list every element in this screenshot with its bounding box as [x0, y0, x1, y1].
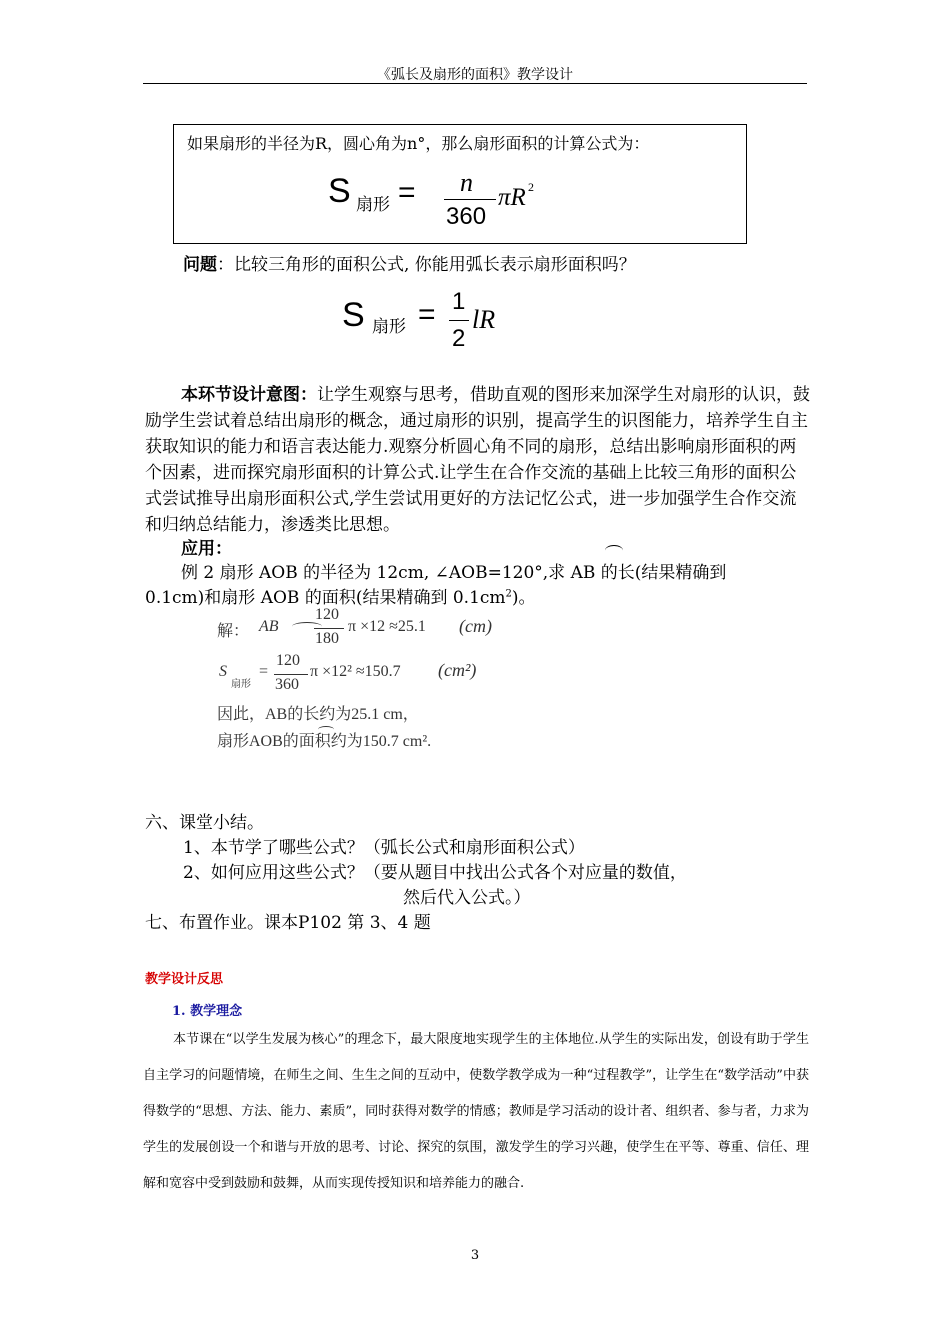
- example-line-2a: 0.1cm)和扇形 AOB 的面积(结果精确到 0.1cm: [145, 588, 506, 608]
- solution-num-2: 120: [276, 652, 300, 669]
- page-number: 3: [470, 1248, 480, 1263]
- formula-numerator: n: [460, 168, 473, 197]
- solution-label: 解：: [217, 623, 250, 640]
- formula-box-intro: 如果扇形的半径为R，圆心角为n°，那么扇形面积的计算公式为：: [187, 134, 650, 153]
- example-line-2-sup: 2: [505, 588, 512, 600]
- summary-item-1: 1、本节学了哪些公式？（弧长公式和扇形面积公式）: [183, 838, 585, 858]
- formula2-fraction-line: [449, 320, 469, 321]
- formula-superscript: 2: [528, 180, 534, 194]
- solution-den-2: 360: [275, 676, 299, 693]
- formula-denominator: 360: [446, 203, 487, 230]
- solution-line-3: 因此，AB的长约为25.1 cm，: [217, 706, 419, 723]
- solution-arc-2: [318, 726, 334, 733]
- formula2-s: S: [342, 296, 365, 334]
- example-line-2b: )。: [511, 588, 536, 608]
- summary-item-2-cont: 然后代入公式。）: [403, 888, 531, 908]
- formula-fraction-line: [444, 199, 496, 200]
- header-rule: [143, 83, 807, 84]
- summary-title: 六、课堂小结。: [145, 813, 264, 833]
- formula-eq: =: [398, 176, 416, 209]
- formula2-denominator: 2: [452, 325, 466, 352]
- formula-s: S: [328, 172, 351, 210]
- reflection-title: 教学设计反思: [145, 972, 224, 987]
- solution-frac-line-2: [274, 674, 308, 675]
- reflection-subtitle: 1. 教学理念: [172, 1004, 243, 1019]
- solution-line-4: 扇形AOB的面积约为150.7 cm².: [217, 733, 432, 750]
- formula2-tail: lR: [472, 305, 496, 334]
- summary-item-2: 2、如何应用这些公式？（要从题目中找出公式各个对应量的数值，: [183, 863, 687, 883]
- solution-rest-1: π ×12 ≈25.1: [348, 618, 426, 635]
- application-label: 应用：: [181, 539, 232, 559]
- formula2-eq: =: [418, 298, 436, 331]
- solution-rest-2: π ×12² ≈150.7: [310, 663, 401, 680]
- page-header-title: 《弧长及扇形的面积》教学设计: [377, 67, 573, 83]
- solution-unit-2: (cm²): [438, 660, 477, 680]
- solution-num-1: 120: [315, 606, 339, 623]
- intent-paragraph: [145, 382, 810, 538]
- question-text: ：比较三角形的面积公式, 你能用弧长表示扇形面积吗？: [217, 255, 636, 275]
- solution-ab: AB: [259, 618, 279, 635]
- example-line-1: 例 2 扇形 AOB 的半径为 12cm, ∠AOB=120°,求 AB 的长(结果精确到: [181, 563, 727, 583]
- intent-label: 本环节设计意图：: [181, 385, 317, 405]
- homework: 七、布置作业。课本P102 第 3、4 题: [145, 913, 431, 933]
- question-label: 问题: [183, 255, 217, 275]
- formula-sub: 扇形: [356, 195, 390, 215]
- solution-s-sub: 扇形: [231, 679, 251, 690]
- formula-tail: πR: [498, 184, 526, 211]
- reflection-body: 本节课在“以学生发展为核心”的理念下，最大限度地实现学生的主体地位.从学生的实际出发，创设有助于学生自主学习的问题情境，在师生之间、生生之间的互动中，使数学教学成为一种“过程教学”，让学生在“数学活动”中获得数学的“思想、方法、能力、素质”，同时获得对数学的情感；教师是学习活动的设计者、组织者、参与者，力求为学生的发展创设一个和谐与开放的思考、讨论、探究的氛围，激发学生的学习兴趣，使学生在平等、尊重、信任、理解和宽容中受到鼓励和鼓舞，从而实现传授知识和培养能力的融合.: [143, 1032, 809, 1191]
- formula2-sub: 扇形: [372, 317, 406, 337]
- solution-den-1: 180: [315, 630, 339, 647]
- solution-s: S: [219, 663, 227, 680]
- intent-text: 让学生观察与思考，借助直观的图形来加深学生对扇形的认识，鼓励学生尝试着总结出扇形的概念，通过扇形的识别，提高学生的识图能力，培养学生自主获取知识的能力和语言表达能力.观察分析圆心角不同的扇形，总结出影响扇形面积的两个因素，进而探究扇形面积的计算公式.让学生在合作交流的基础上比较三角形的面积公式尝试推导出扇形面积公式,学生尝试用更好的方法记忆公式，进一步加强学生合作交流和归纳总结能力，渗透类比思想。: [145, 385, 810, 535]
- solution-frac-line-1: [314, 628, 344, 629]
- formula2-numerator: 1: [452, 288, 466, 315]
- arc-symbol: [605, 545, 623, 556]
- solution-unit-1: (cm): [459, 616, 492, 636]
